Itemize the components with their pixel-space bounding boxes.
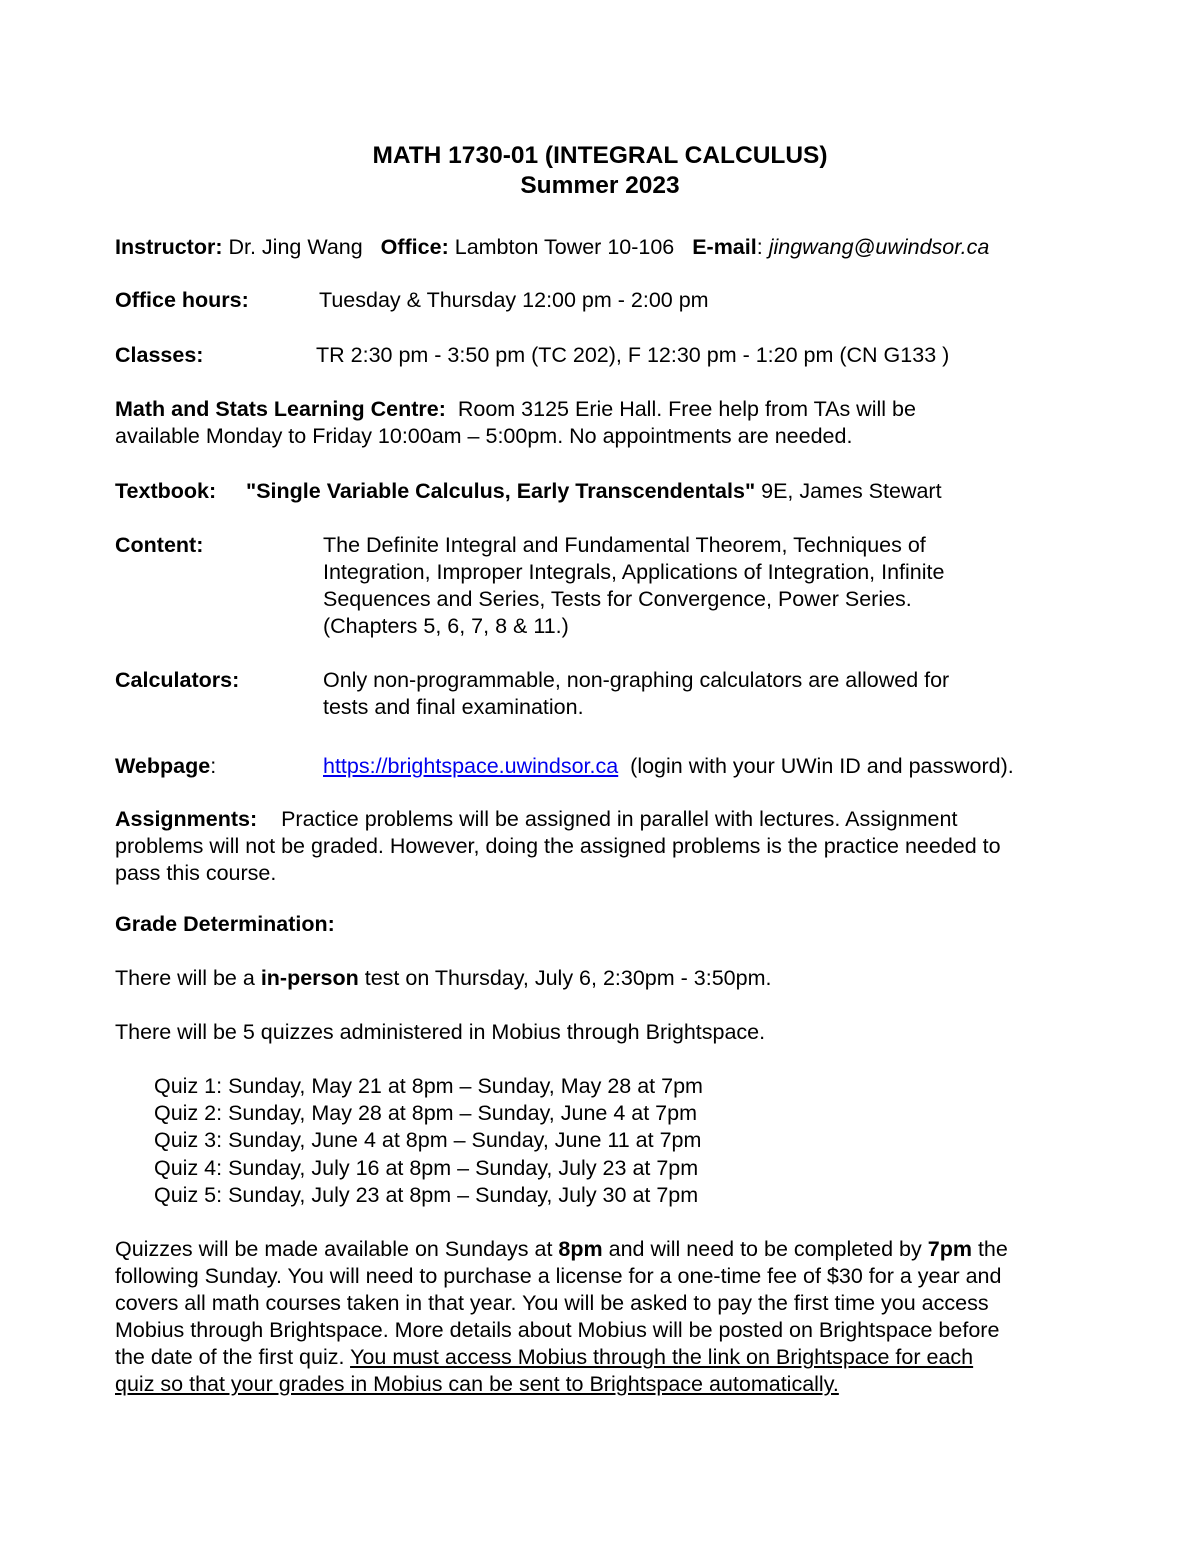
webpage-note: (login with your UWin ID and password). — [630, 754, 1014, 778]
quiz-details-line-4: Mobius through Brightspace. More details about Mobius will be posted on Brightspace before — [115, 1318, 1000, 1342]
textbook-label: Textbook: — [115, 479, 217, 503]
textbook-edition-author: 9E, James Stewart — [761, 479, 942, 503]
brightspace-link[interactable]: https://brightspace.uwindsor.ca — [323, 754, 619, 778]
test-post: test on Thursday, July 6, 2:30pm - 3:50pm. — [364, 966, 772, 990]
test-pre: There will be a — [115, 966, 255, 990]
mobius-access-notice: You must access Mobius through the link on Brightspace for each — [350, 1345, 974, 1369]
calculators-line: tests and final examination. — [323, 695, 584, 719]
instructor-label: Instructor: — [115, 235, 223, 259]
quiz-details-text: and will need to be completed by — [608, 1237, 922, 1261]
quiz-details-text: the — [977, 1237, 1008, 1261]
quiz-item: Quiz 3: Sunday, June 4 at 8pm – Sunday, June 11 at 7pm — [154, 1128, 702, 1152]
email-address: jingwang@uwindsor.ca — [768, 235, 990, 259]
office-colon: : — [441, 235, 449, 259]
office-hours-value: Tuesday & Thursday 12:00 pm - 2:00 pm — [319, 288, 709, 312]
quiz-item: Quiz 2: Sunday, May 28 at 8pm – Sunday, June 4 at 7pm — [154, 1101, 697, 1125]
textbook-line — [115, 478, 942, 505]
webpage-colon: : — [210, 754, 217, 778]
quizzes-intro: There will be 5 quizzes administered in Mobius through Brightspace. — [115, 1020, 766, 1044]
open-time: 8pm — [558, 1237, 603, 1261]
assignments-label: Assignments: — [115, 807, 258, 831]
close-time: 7pm — [927, 1237, 972, 1261]
content-line: The Definite Integral and Fundamental Theorem, Techniques of — [323, 533, 926, 557]
quiz-details-line-1 — [115, 1236, 1008, 1263]
quiz-details-line-3: covers all math courses taken in that year. You will be asked to pay the first time you access — [115, 1291, 989, 1315]
learning-centre-label: Math and Stats Learning Centre: — [115, 397, 446, 421]
office-hours-label: Office hours: — [115, 288, 249, 312]
email-colon: : — [756, 235, 763, 259]
quiz-item: Quiz 5: Sunday, July 23 at 8pm – Sunday, July 30 at 7pm — [154, 1183, 699, 1207]
calculators-line: Only non-programmable, non-graphing calculators are allowed for — [323, 668, 950, 692]
instructor-name: Dr. Jing Wang — [228, 235, 363, 259]
webpage-line — [323, 753, 1014, 780]
assignments-line-1 — [115, 806, 957, 833]
quiz-details-line-2: following Sunday. You will need to purchase a license for a one-time fee of $30 for a year and — [115, 1264, 1002, 1288]
office-label: Office — [380, 235, 442, 259]
learning-centre-text-1: Room 3125 Erie Hall. Free help from TAs will be — [457, 397, 916, 421]
webpage-label: Webpage — [115, 754, 211, 778]
email-label: E-mail — [692, 235, 757, 259]
quiz-details-text: Quizzes will be made available on Sundays at — [115, 1237, 553, 1261]
learning-centre-line-2: available Monday to Friday 10:00am – 5:00pm. No appointments are needed. — [115, 424, 853, 448]
quiz-item: Quiz 1: Sunday, May 21 at 8pm – Sunday, May 28 at 7pm — [154, 1074, 703, 1098]
assignments-line-3: pass this course. — [115, 861, 277, 885]
classes-label: Classes: — [115, 343, 204, 367]
course-title: MATH 1730-01 (INTEGRAL CALCULUS) — [372, 142, 828, 169]
learning-centre-line-1 — [115, 396, 916, 423]
test-mode: in-person — [260, 966, 359, 990]
content-line: (Chapters 5, 6, 7, 8 & 11.) — [323, 614, 569, 638]
content-line: Integration, Improper Integrals, Applications of Integration, Infinite — [323, 560, 945, 584]
assignments-line-2: problems will not be graded. However, doing the assigned problems is the practice needed to — [115, 834, 1001, 858]
instructor-line — [115, 234, 989, 261]
test-line — [115, 965, 771, 992]
mobius-access-notice-cont: quiz so that your grades in Mobius can be sent to Brightspace automatically. — [115, 1372, 839, 1396]
webpage-label-group — [115, 753, 216, 780]
grade-heading: Grade Determination: — [115, 912, 335, 936]
course-term: Summer 2023 — [520, 172, 680, 199]
textbook-title: "Single Variable Calculus, Early Transcendentals" — [246, 479, 756, 503]
calculators-label: Calculators: — [115, 668, 240, 692]
office-location: Lambton Tower 10-106 — [454, 235, 675, 259]
quiz-details-text: the date of the first quiz. — [115, 1345, 345, 1369]
classes-value: TR 2:30 pm - 3:50 pm (TC 202), F 12:30 pm - 1:20 pm (CN G133 ) — [316, 343, 950, 367]
quiz-item: Quiz 4: Sunday, July 16 at 8pm – Sunday, July 23 at 7pm — [154, 1156, 699, 1180]
content-label: Content: — [115, 533, 204, 557]
assignments-text-1: Practice problems will be assigned in parallel with lectures. Assignment — [281, 807, 958, 831]
content-line: Sequences and Series, Tests for Convergence, Power Series. — [323, 587, 912, 611]
quiz-details-line-5 — [115, 1344, 973, 1371]
